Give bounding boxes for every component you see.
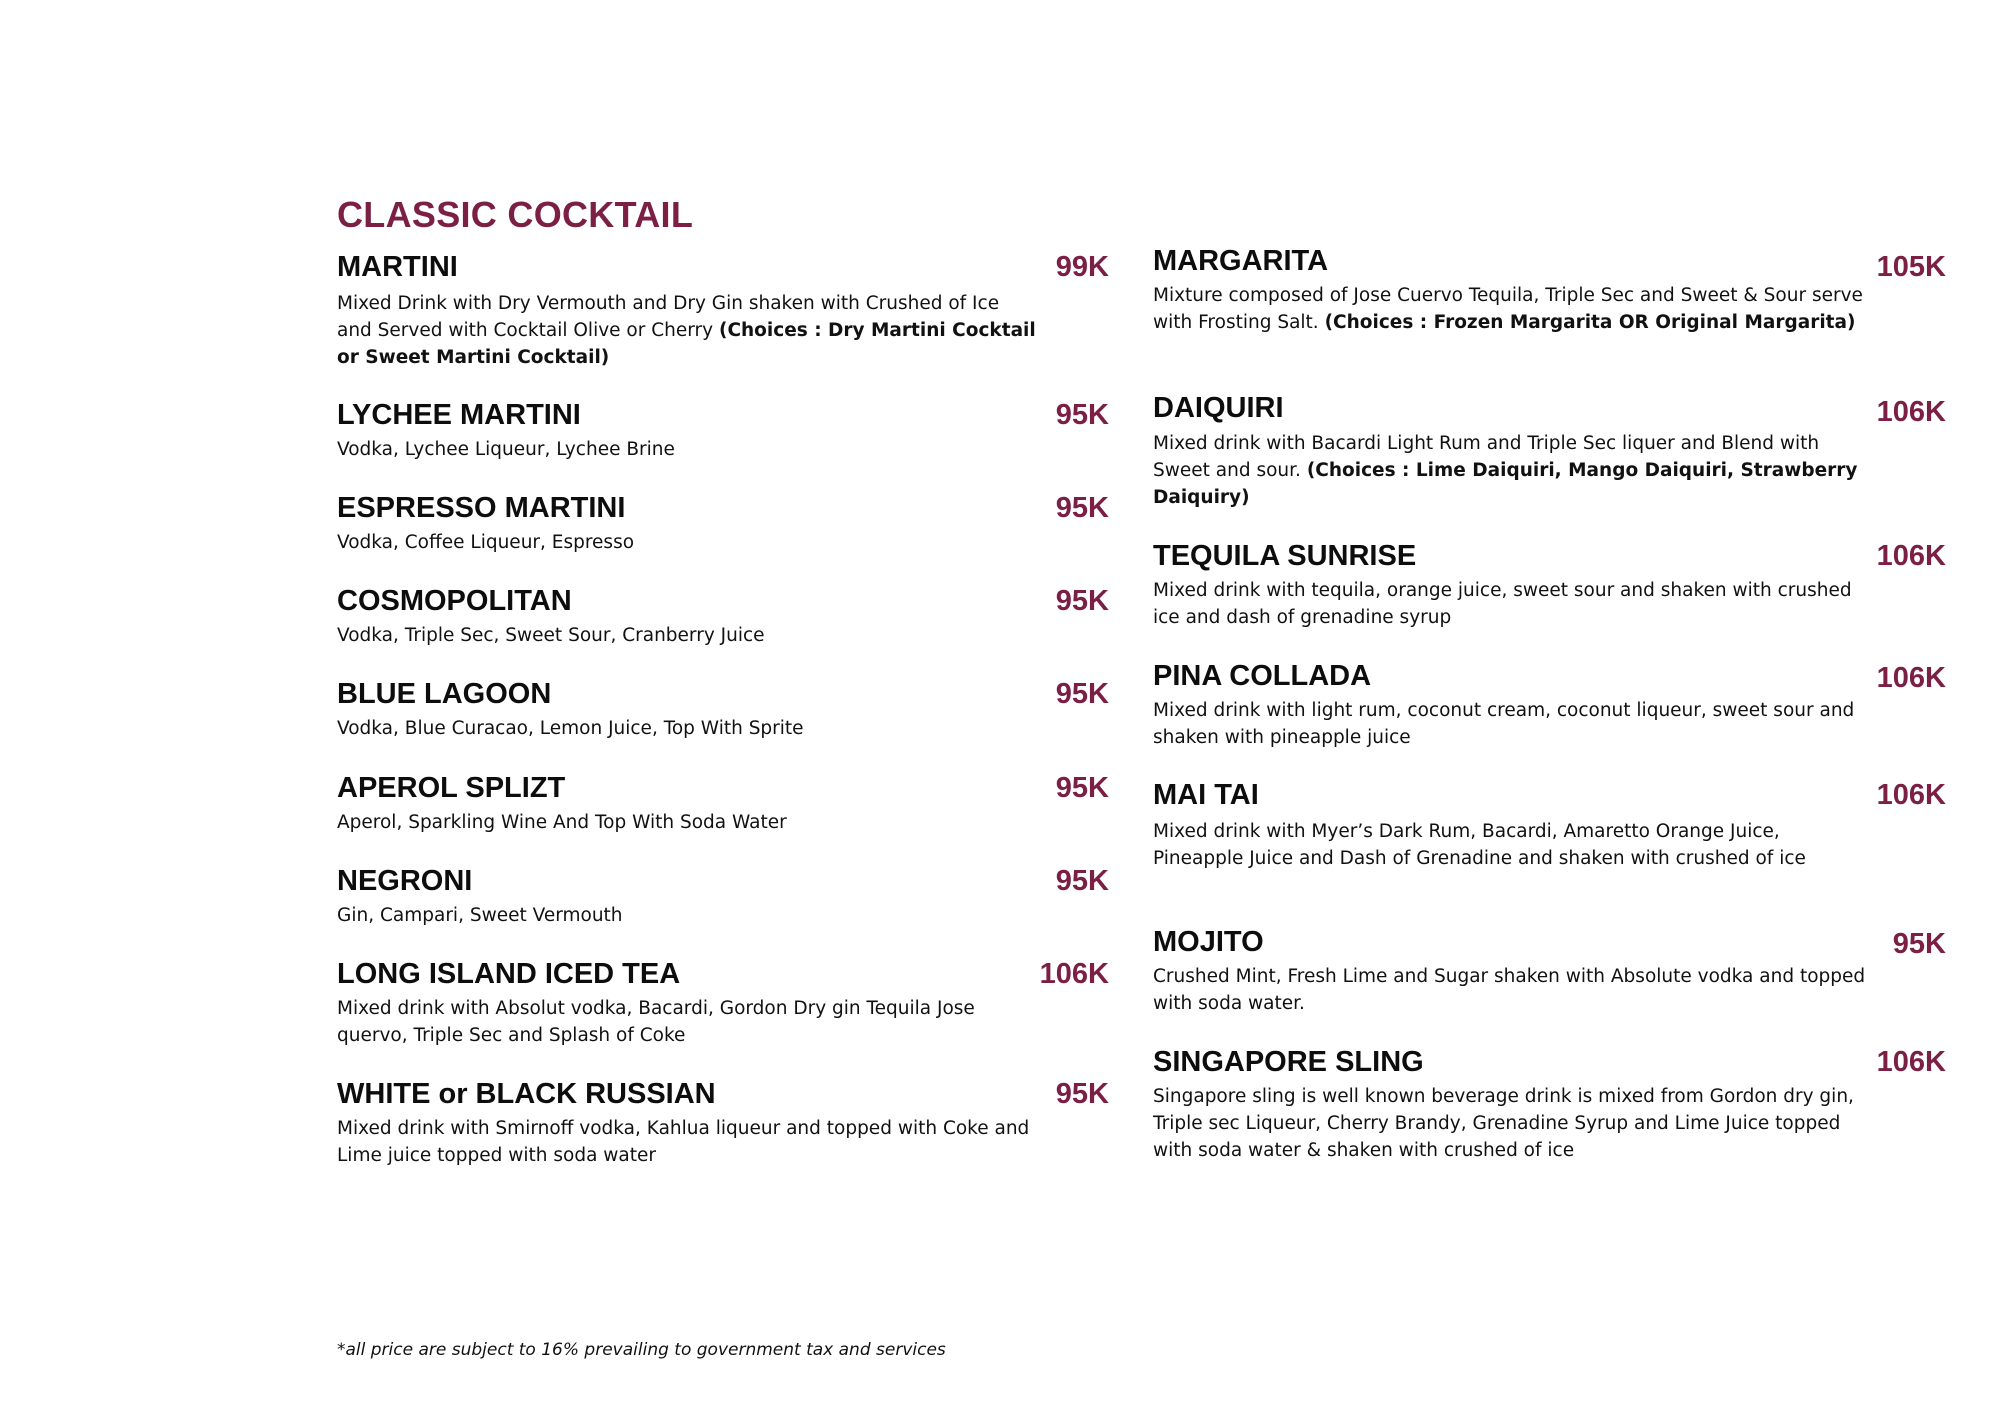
item-choices: (Choices : Lime Daiquiri, Mango Daiquiri, Strawberry Daiquiry) — [1153, 460, 1858, 508]
item-name: MARTINI — [337, 251, 458, 283]
item-description: Mixed Drink with Dry Vermouth and Dry Gin shaken with Crushed of Ice and Served with Cocktail Olive or Cherry (Choices : Dry Martini Cocktail or Sweet Martini Cocktail) — [337, 293, 1036, 368]
item-price: 99K — [1055, 251, 1109, 283]
item-name: ESPRESSO MARTINI — [337, 492, 626, 524]
item-name: WHITE or BLACK RUSSIAN — [337, 1078, 716, 1110]
item-name: MOJITO — [1153, 926, 1264, 958]
item-description: Vodka, Blue Curacao, Lemon Juice, Top With Sprite — [337, 718, 804, 739]
item-name: NEGRONI — [337, 865, 473, 897]
item-description: Mixed drink with light rum, coconut cream, coconut liqueur, sweet sour and shaken with pineapple juice — [1153, 700, 1855, 748]
item-description: Aperol, Sparkling Wine And Top With Soda Water — [337, 812, 787, 833]
item-name: MARGARITA — [1153, 245, 1329, 277]
item-name: PINA COLLADA — [1153, 660, 1372, 692]
item-price: 95K — [1055, 1078, 1109, 1110]
item-description: Vodka, Triple Sec, Sweet Sour, Cranberry Juice — [337, 625, 765, 646]
item-description: Gin, Campari, Sweet Vermouth — [337, 905, 623, 926]
item-name: BLUE LAGOON — [337, 678, 552, 710]
item-description: Mixture composed of Jose Cuervo Tequila, Triple Sec and Sweet & Sour serve with Frosting Salt. (Choices : Frozen Margarita OR Original Margarita) — [1153, 285, 1863, 333]
menu-column-right — [1153, 0, 1946, 1414]
item-price: 95K — [1055, 492, 1109, 524]
item-choices: (Choices : Dry Martini Cocktail or Sweet Martini Cocktail) — [337, 320, 1036, 368]
item-name: COSMOPOLITAN — [337, 585, 572, 617]
section-title: CLASSIC COCKTAIL — [337, 194, 694, 235]
item-description: Mixed drink with Absolut vodka, Bacardi, Gordon Dry gin Tequila Jose quervo, Triple Sec and Splash of Coke — [337, 998, 975, 1046]
item-name: LYCHEE MARTINI — [337, 399, 581, 431]
item-description: Vodka, Lychee Liqueur, Lychee Brine — [337, 439, 675, 460]
item-description: Mixed drink with Smirnoff vodka, Kahlua liqueur and topped with Coke and Lime juice topped with soda water — [337, 1118, 1030, 1166]
item-price: 106K — [1876, 396, 1946, 428]
item-name: LONG ISLAND ICED TEA — [337, 958, 681, 990]
item-name: DAIQUIRI — [1153, 392, 1284, 424]
item-description: Mixed drink with tequila, orange juice, sweet sour and shaken with crushed ice and dash of grenadine syrup — [1153, 580, 1852, 628]
item-price: 95K — [1892, 928, 1946, 960]
item-price: 95K — [1055, 772, 1109, 804]
item-description: Singapore sling is well known beverage drink is mixed from Gordon dry gin, Triple sec Liqueur, Cherry Brandy, Grenadine Syrup and Lime Juice topped with soda water & shaken with crushed of ice — [1153, 1086, 1854, 1161]
item-name: MAI TAI — [1153, 779, 1259, 811]
item-price: 95K — [1055, 865, 1109, 897]
item-description: Mixed drink with Bacardi Light Rum and Triple Sec liquer and Blend with Sweet and sour. (Choices : Lime Daiquiri, Mango Daiquiri, Strawberry Daiquiry) — [1153, 433, 1858, 508]
item-name: SINGAPORE SLING — [1153, 1046, 1424, 1078]
item-description: Crushed Mint, Fresh Lime and Sugar shaken with Absolute vodka and topped with soda water. — [1153, 966, 1866, 1014]
item-price: 95K — [1055, 585, 1109, 617]
item-price: 106K — [1039, 958, 1109, 990]
item-price: 106K — [1876, 779, 1946, 811]
item-price: 106K — [1876, 1046, 1946, 1078]
item-price: 106K — [1876, 540, 1946, 572]
tax-footnote: *all price are subject to 16% prevailing to government tax and services — [337, 1340, 946, 1360]
menu-column-left — [337, 0, 1109, 1414]
item-price: 95K — [1055, 399, 1109, 431]
item-description: Vodka, Coffee Liqueur, Espresso — [337, 532, 635, 553]
item-choices: (Choices : Frozen Margarita OR Original Margarita) — [1324, 312, 1856, 333]
item-price: 106K — [1876, 662, 1946, 694]
item-price: 95K — [1055, 678, 1109, 710]
item-price: 105K — [1876, 251, 1946, 283]
item-name: TEQUILA SUNRISE — [1153, 540, 1417, 572]
item-name: APEROL SPLIZT — [337, 772, 566, 804]
item-description: Mixed drink with Myer’s Dark Rum, Bacardi, Amaretto Orange Juice, Pineapple Juice and Dash of Grenadine and shaken with crushed of ice — [1153, 821, 1806, 869]
